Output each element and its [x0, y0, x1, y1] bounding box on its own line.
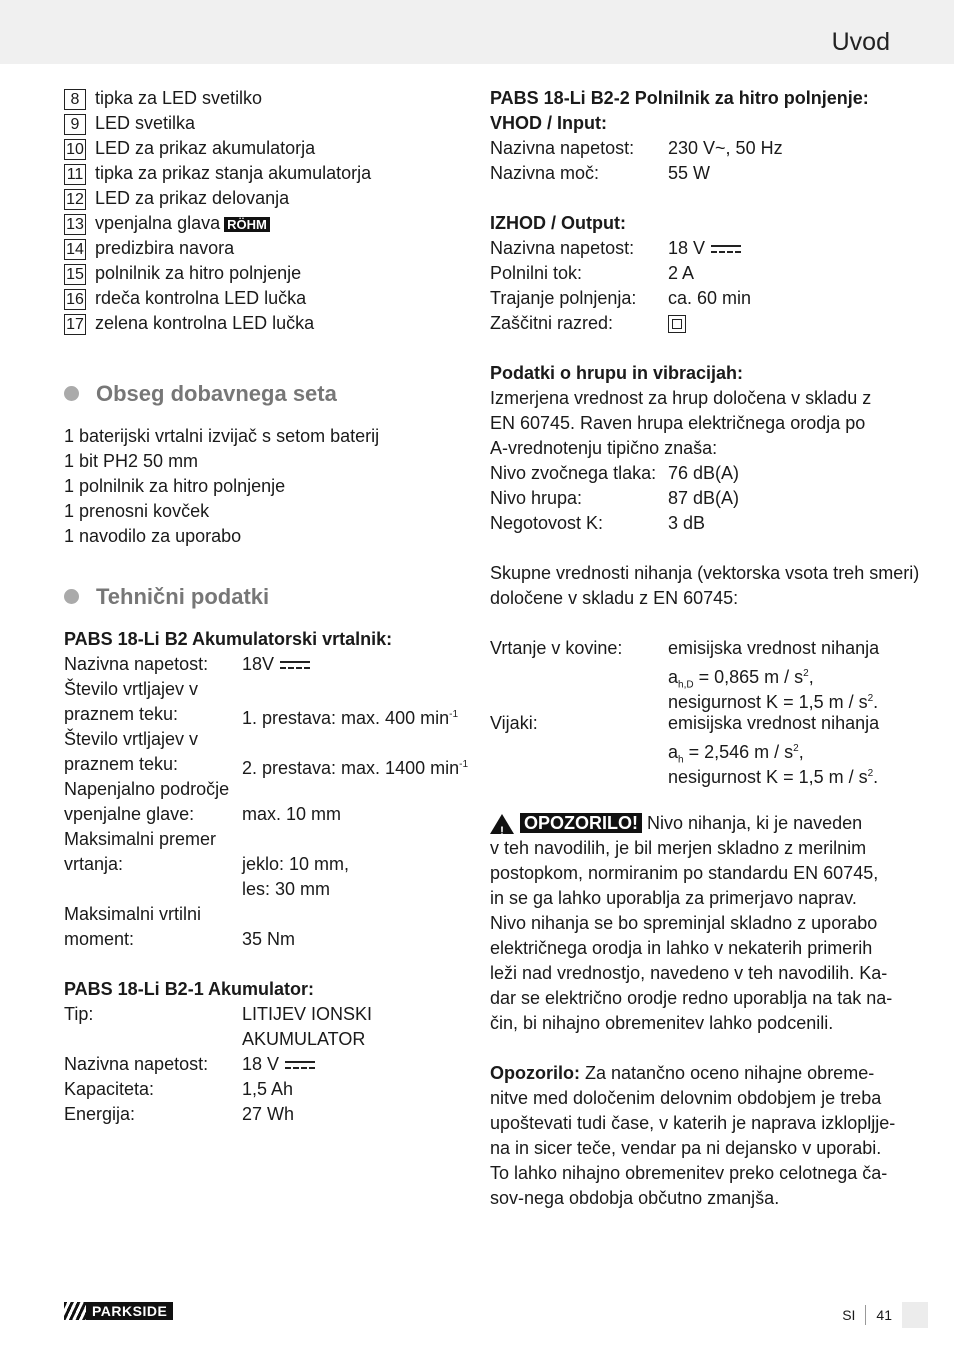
- vib-intro-line: določene v skladu z EN 60745:: [490, 588, 739, 608]
- warning-line: postopkom, normiranim po standardu EN 60745,: [490, 863, 879, 883]
- noise-intro-line: EN 60745. Raven hrupa električnega orodja po: [490, 413, 866, 433]
- rohm-logo: RÖHM: [224, 217, 270, 232]
- spec-row: $a_h = 2,546$ m / $s^2$,: [668, 742, 804, 766]
- battery-title: PABS 18-Li B2-1 Akumulator:: [64, 979, 315, 999]
- dc-symbol-icon: [280, 660, 310, 670]
- output-title: IZHOD / Output:: [490, 213, 626, 233]
- spec-row: Vijaki: emisijska vrednost nihanja: [490, 713, 880, 733]
- spec-row: Trajanje polnjenja: ca. 60 min: [490, 288, 752, 308]
- part-number: 9: [64, 114, 86, 135]
- part-label: LED za prikaz delovanja: [95, 188, 290, 208]
- spec-row: les: 30 mm: [242, 879, 331, 899]
- vib-intro-line: Skupne vrednosti nihanja (vektorska vsota treh smeri): [490, 563, 920, 583]
- brand-logo: PARKSIDE: [64, 1302, 173, 1320]
- part-number: 10: [64, 139, 86, 160]
- spec-row: Nazivna napetost: 18 V: [64, 1052, 464, 1077]
- parts-list-item: [64, 161, 464, 186]
- note-line: upoštevati tudi čase, v katerih je naprava izklopljje-: [490, 1113, 896, 1133]
- part-label: predizbira navora: [95, 238, 235, 258]
- scope-item: 1 polnilnik za hitro polnjenje: [64, 476, 286, 496]
- spec-row: vrtanja: jeklo: 10 mm,: [64, 854, 350, 874]
- spec-row: AKUMULATOR: [242, 1029, 366, 1049]
- part-number: 16: [64, 289, 86, 310]
- warning-icon: !: [490, 814, 514, 834]
- corner-box: [902, 1302, 928, 1328]
- spec-row: nesigurnost K = 1,5 m / $s^2$.: [668, 692, 879, 712]
- scope-item: 1 navodilo za uporabo: [64, 526, 242, 546]
- protection-class-icon: [668, 315, 686, 333]
- note-text: [490, 1086, 896, 1211]
- warning-line: čin, bi nihajno obremenitev lahko podcenili.: [490, 1013, 834, 1033]
- parts-list-item: [64, 186, 464, 211]
- warning-text: [490, 836, 893, 1036]
- dc-symbol-icon: [285, 1060, 315, 1070]
- warning-line: električnega orodja in lahko v nekaterih primerih: [490, 938, 873, 958]
- part-number: 13: [64, 214, 86, 235]
- parts-list: [64, 86, 464, 336]
- spec-row: Maksimalni premer: [64, 829, 217, 849]
- spec-row: Nazivna moč: 55 W: [490, 163, 711, 183]
- part-label: LED svetilka: [95, 113, 196, 133]
- parts-list-item: [64, 236, 464, 261]
- warning-line: v teh navodilih, je bil merjen skladno z merilnim: [490, 838, 867, 858]
- brand-stripes-icon: [64, 1302, 86, 1320]
- part-number: 12: [64, 189, 86, 210]
- bullet-icon: [64, 386, 79, 401]
- scope-item: 1 prenosni kovček: [64, 501, 210, 521]
- part-label: tipka za prikaz stanja akumulatorja: [95, 163, 372, 183]
- warning-line: Nivo nihanja se bo spreminjal skladno z uporabo: [490, 913, 878, 933]
- spec-row: Napenjalno področje: [64, 779, 230, 799]
- tech-heading: Tehnični podatki: [64, 577, 464, 617]
- note-line: To lahko nihajno obremenitev preko celotnega ča-: [490, 1163, 888, 1183]
- spec-row: $a_{h,D} = 0,865$ m / $s^2$,: [668, 667, 814, 691]
- part-number: 15: [64, 264, 86, 285]
- scope-list: [64, 424, 464, 549]
- left-column: [64, 86, 469, 1127]
- part-label: zelena kontrolna LED lučka: [95, 313, 315, 333]
- spec-row: Nazivna napetost: 18 V: [490, 236, 890, 261]
- warning-line: in se ga lahko uporablja za primerjavo naprav.: [490, 888, 857, 908]
- spec-row: vpenjalne glave: max. 10 mm: [64, 804, 342, 824]
- input-title: VHOD / Input:: [490, 113, 607, 133]
- spec-row: Vrtanje v kovine: emisijska vrednost nihanja: [490, 638, 880, 658]
- part-label: rdeča kontrolna LED lučka: [95, 288, 307, 308]
- parts-list-item: [64, 86, 464, 111]
- parts-list-item: [64, 136, 464, 161]
- part-label: LED za prikaz akumulatorja: [95, 138, 316, 158]
- note-line: nitve med določenim delovnim obdobjem je treba: [490, 1088, 882, 1108]
- right-column: [490, 86, 920, 1211]
- page-title: Uvod: [831, 28, 890, 56]
- part-number: 14: [64, 239, 86, 260]
- part-number: 11: [64, 164, 86, 185]
- noise-title: Podatki o hrupu in vibracijah:: [490, 363, 744, 383]
- spec-row: Negotovost K: 3 dB: [490, 513, 706, 533]
- part-label: polnilnik za hitro polnjenje: [95, 263, 302, 283]
- part-number: 8: [64, 89, 86, 110]
- note-first-line: Opozorilo: Za natančno oceno nihajne obreme-: [490, 1063, 875, 1083]
- spec-row: Nivo zvočnega tlaka: 76 dB(A): [490, 463, 740, 483]
- spec-row: Maksimalni vrtilni: [64, 904, 202, 924]
- part-label: vpenjalna glava: [95, 213, 221, 233]
- spec-row: Nazivna napetost: 18V: [64, 652, 464, 677]
- warning-line: leži nad vrednostjo, navedeno v teh navodilih. Ka-: [490, 963, 888, 983]
- parts-list-item: [64, 311, 464, 336]
- spec-row: Energija: 27 Wh: [64, 1104, 295, 1124]
- parts-list-item: [64, 261, 464, 286]
- page-number: 41: [876, 1307, 892, 1323]
- scope-item: 1 baterijski vrtalni izvijač s setom baterij: [64, 426, 380, 446]
- page-footer: [842, 1302, 928, 1328]
- spec-row: praznem teku: 2. prestava: max. 1400 $\min^{-1}$: [64, 754, 469, 778]
- dc-symbol-icon: [711, 244, 741, 254]
- spec-row: Število vrtljajev v: [64, 679, 199, 699]
- note-line: na in sicer teče, vendar pa ni dejansko v uporabi.: [490, 1138, 882, 1158]
- page-header: [0, 0, 954, 64]
- parts-list-item: [64, 286, 464, 311]
- spec-row: Kapaciteta: 1,5 Ah: [64, 1079, 294, 1099]
- warning-first-line: ! OPOZORILO! Nivo nihanja, ki je naveden: [490, 811, 890, 836]
- scope-heading: Obseg dobavnega seta: [64, 374, 464, 414]
- noise-intro-line: A-vrednotenju tipično znaša:: [490, 438, 718, 458]
- spec-row: Tip: LITIJEV IONSKI: [64, 1004, 373, 1024]
- warning-line: dar se električno orodje redno uporablja na tak na-: [490, 988, 893, 1008]
- scope-item: 1 bit PH2 50 mm: [64, 451, 199, 471]
- spec-row: praznem teku: 1. prestava: max. 400 $\min^{-1}$: [64, 704, 459, 728]
- drill-title: PABS 18-Li B2 Akumulatorski vrtalnik:: [64, 629, 393, 649]
- noise-intro-line: Izmerjena vrednost za hrup določena v skladu z: [490, 388, 872, 408]
- note-line: sov-nega obdobja občutno zmanjša.: [490, 1188, 780, 1208]
- warning-label: OPOZORILO!: [520, 813, 642, 833]
- spec-row: Polnilni tok: 2 A: [490, 263, 695, 283]
- parts-list-item: [64, 211, 464, 236]
- bullet-icon: [64, 589, 79, 604]
- spec-row: Število vrtljajev v: [64, 729, 199, 749]
- spec-row: Nazivna napetost: 230 V~, 50 Hz: [490, 138, 783, 158]
- spec-row: Zaščitni razred:: [490, 311, 890, 336]
- charger-title: PABS 18-Li B2-2 Polnilnik za hitro polnjenje:: [490, 88, 869, 108]
- part-number: 17: [64, 314, 86, 335]
- parts-list-item: [64, 111, 464, 136]
- spec-row: moment: 35 Nm: [64, 929, 296, 949]
- part-label: tipka za LED svetilko: [95, 88, 263, 108]
- language-code: SI: [842, 1307, 856, 1323]
- spec-row: Nivo hrupa: 87 dB(A): [490, 488, 740, 508]
- spec-row: nesigurnost K = 1,5 m / $s^2$.: [668, 767, 879, 787]
